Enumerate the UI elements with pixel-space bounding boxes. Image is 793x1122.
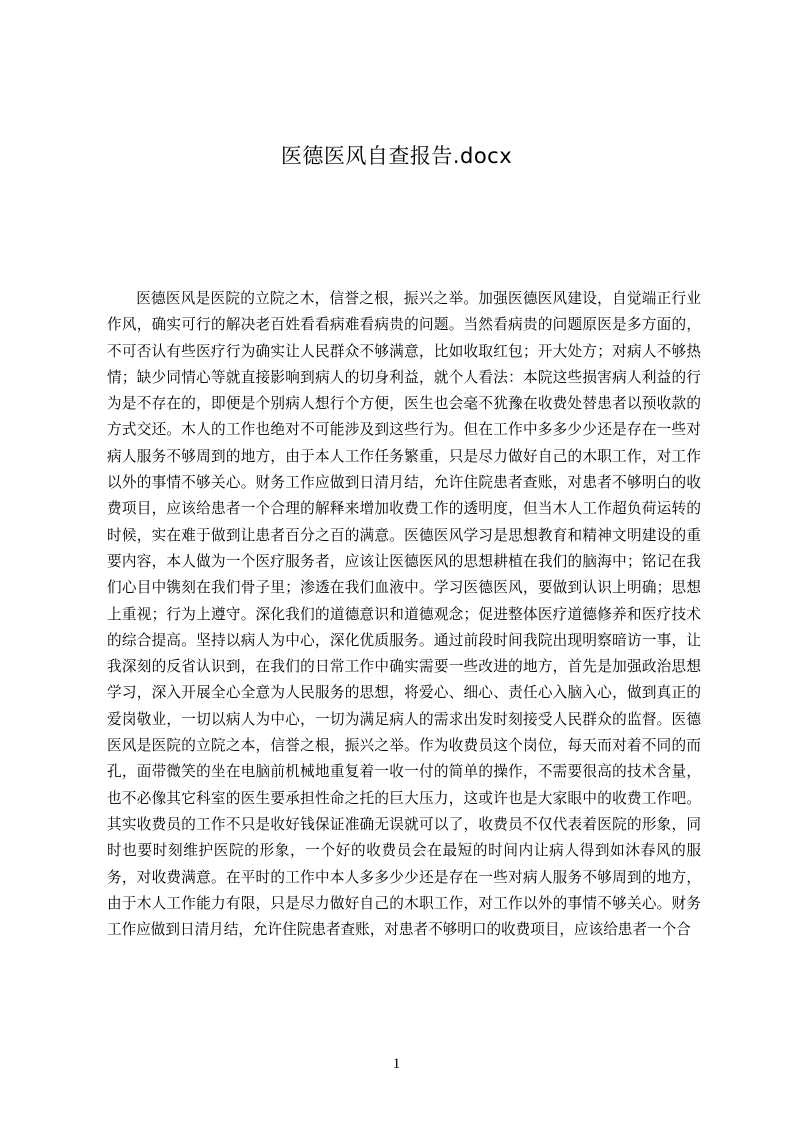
body-paragraph: 医德医风是医院的立院之木，信誉之根，振兴之举。加强医德医风建设，自觉端正行业作风，确实可行的解决老百姓看看病难看病贵的问题。当然看病贵的问题原医是多方面的，不可否认有些医疗行为确实让人民群众不够满意，比如收取红包；开大处方；对病人不够热情；缺少同情心等就直接影响到病人的切身利益，就个人看法：本院这些损害病人利益的行为是不存在的，即便是个别病人想行个方便，医生也会毫不犹豫在收费处替患者以预收款的方式交还。木人的工作也绝对不可能涉及到这些行为。但在工作中多多少少还是存在一些对病人服务不够周到的地方，由于本人工作任务繁重，只是尽力做好自己的木职工作，对工作以外的事情不够关心。财务工作应做到日清月结，允许住院患者查账，对患者不够明白的收费项目，应该给患者一个合理的解释来增加收费工作的透明度，但当木人工作超负荷运转的时候，实在难于做到让患者百分之百的满意。医德医风学习是思想教育和精神文明建设的重要内容，本人做为一个医疗服务者，应该让医德医风的思想耕植在我们的脑海中；铭记在我们心目中镌刻在我们骨子里；渗透在我们血液中。学习医德医风，要做到认识上明确；思想上重视；行为上遵守。深化我们的道德意识和道德观念；促进整体医疗道德修养和医疗技术的综合提高。坚持以病人为中心，深化优质服务。通过前段时间我院出现明察暗访一事，让我深刻的反省认识到，在我们的日常工作中确实需要一些改进的地方，首先是加强政治思想学习，深入开展全心全意为人民服务的思想，将爱心、细心、责任心入脑入心，做到真正的爱岗敬业，一切以病人为中心，一切为满足病人的需求出发时刻接受人民群众的监督。医德医风是医院的立院之本，信誉之根，振兴之举。作为收费员这个岗位，每天而对着不同的而孔，面带微笑的坐在电脑前机械地重复着一收一付的简单的操作，不需要很高的技术含量，也不必像其它科室的医生要承担性命之托的巨大压力，这或许也是大家眼中的收费工作吧。其实收费员的工作不只是收好钱保证准确无误就可以了，收费员不仅代表着医院的形象，同时也要时刻维护医院的形象，一个好的收费员会在最短的时间内让病人得到如沐春风的服务，对收费满意。在平时的工作中本人多多少少还是存在一些对病人服务不够周到的地方，由于木人工作能力有限，只是尽力做好自己的木职工作，对工作以外的事情不够关心。财务工作应做到日清月结，允许住院患者查账，对患者不够明口的收费项目，应该给患者一个合 xyxy=(107,290,701,939)
document-title: 医德医风自查报告.docx xyxy=(280,144,513,168)
page-number: 1 xyxy=(392,1056,401,1072)
